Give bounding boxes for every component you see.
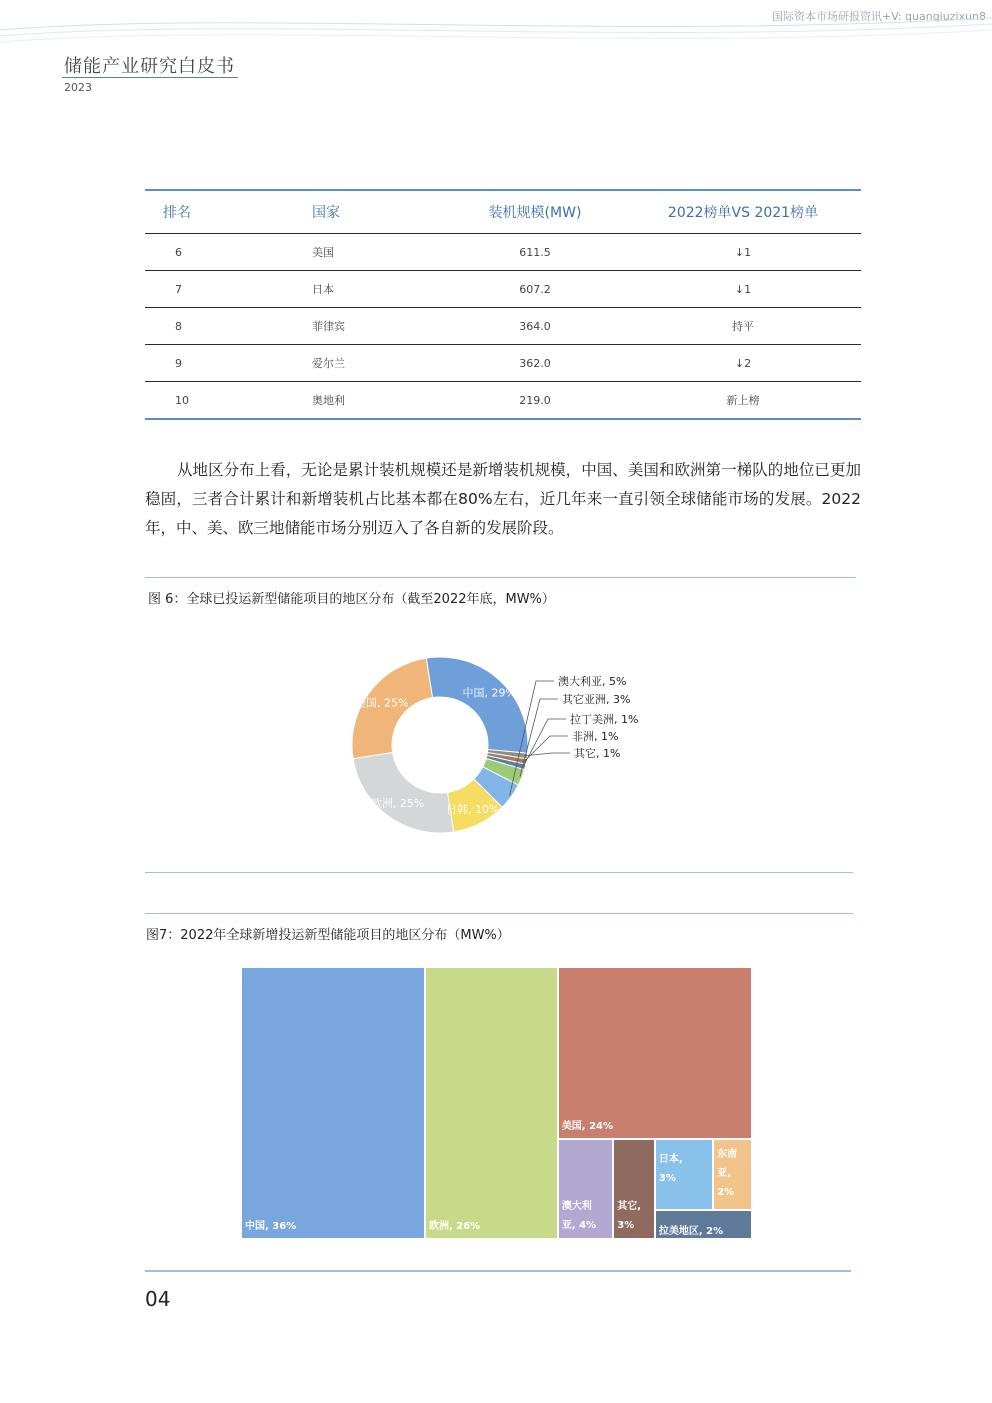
header-decoration [0,0,992,60]
treemap-label: 中国, 36% [245,1221,297,1232]
cell-rank: 8 [175,319,182,333]
donut-slice-label: 拉丁美洲, 1% [570,713,639,726]
donut-slice-label: 澳大利亚, 5% [558,675,627,688]
header-rank: 排名 [163,205,191,221]
figure7-treemap [241,967,752,1239]
cell-capacity: 219.0 [519,393,551,407]
watermark: 国际资本市场研报资讯+V: quanqiuzixun8 [771,10,986,23]
footer-rule [145,1270,851,1272]
donut-slice-label: 其它亚洲, 3% [562,693,631,706]
header-change: 2022榜单VS 2021榜单 [667,205,819,221]
table-bottom-rule [145,418,861,420]
cell-capacity: 362.0 [519,356,551,370]
cell-change: ↓1 [734,282,752,296]
figure6-top-rule [145,577,856,578]
title-underline [62,77,238,78]
treemap-label: 东南 亚, 2% [717,1148,738,1198]
donut-slice [426,657,528,753]
ranking-table [145,189,861,420]
document-year: 2023 [64,81,92,94]
cell-capacity: 611.5 [519,245,551,259]
leader-line [524,736,568,761]
cell-change: ↓2 [734,356,752,370]
table-row [145,233,861,270]
cell-rank: 9 [175,356,182,370]
donut-slice [353,753,454,833]
cell-country: 奥地利 [312,394,345,407]
donut-slice-label: 中国, 29% [462,686,517,700]
figure6-donut-chart [340,640,680,850]
header-country: 国家 [312,205,340,221]
treemap-label: 澳大利 亚, 4% [561,1201,597,1231]
header-capacity: 装机规模(MW) [488,205,582,221]
table-row [145,307,861,344]
donut-slice-label: 美国, 25% [355,696,409,710]
donut-slice-label: 欧洲, 25% [370,797,425,811]
figure7-caption: 图7：2022年全球新增投运新型储能项目的地区分布（MW%） [146,928,510,943]
donut-slice-label: 日韩, 10% [445,803,500,817]
cell-country: 菲律宾 [312,320,345,333]
table-row [145,381,861,418]
cell-change: 持平 [732,320,754,333]
cell-change: 新上榜 [726,394,760,407]
treemap-label: 其它, 3% [617,1201,642,1231]
cell-rank: 6 [175,245,182,259]
treemap-label: 拉美地区, 2% [658,1226,724,1237]
cell-rank: 10 [175,393,189,407]
figure6-bottom-rule [145,872,853,873]
cell-capacity: 607.2 [519,282,551,296]
figure7-top-rule [145,913,853,914]
document-title: 储能产业研究白皮书 [64,56,235,77]
cell-change: ↓1 [734,245,752,259]
cell-country: 美国 [312,246,334,259]
donut-slice-label: 非洲, 1% [572,730,619,743]
treemap-cell [241,967,425,1239]
table-row [145,270,861,307]
treemap-label: 日本, 3% [658,1154,683,1185]
treemap-cell [558,967,752,1139]
treemap-label: 美国, 24% [561,1120,614,1132]
cell-country: 爱尔兰 [312,357,345,370]
figure6-caption: 图 6：全球已投运新型储能项目的地区分布（截至2022年底，MW%） [148,592,555,607]
cell-rank: 7 [175,282,182,296]
page-number: 04 [145,1287,171,1311]
cell-country: 日本 [312,283,334,296]
table-row [145,344,861,381]
table-header [145,191,861,233]
treemap-label: 欧洲, 26% [428,1221,481,1232]
treemap-cell [425,967,558,1239]
body-paragraph: 从地区分布上看，无论是累计装机规模还是新增装机规模，中国、美国和欧洲第一梯队的地位已更加稳固，三者合计累计和新增装机占比基本都在80%左右，近几年来一直引领全球储能市场的发展。2022年，中、美、欧三地储能市场分别迈入了各自新的发展阶段。 [145,461,861,537]
donut-slice-label: 其它, 1% [574,747,621,760]
leader-line [523,719,566,766]
cell-capacity: 364.0 [519,319,551,333]
